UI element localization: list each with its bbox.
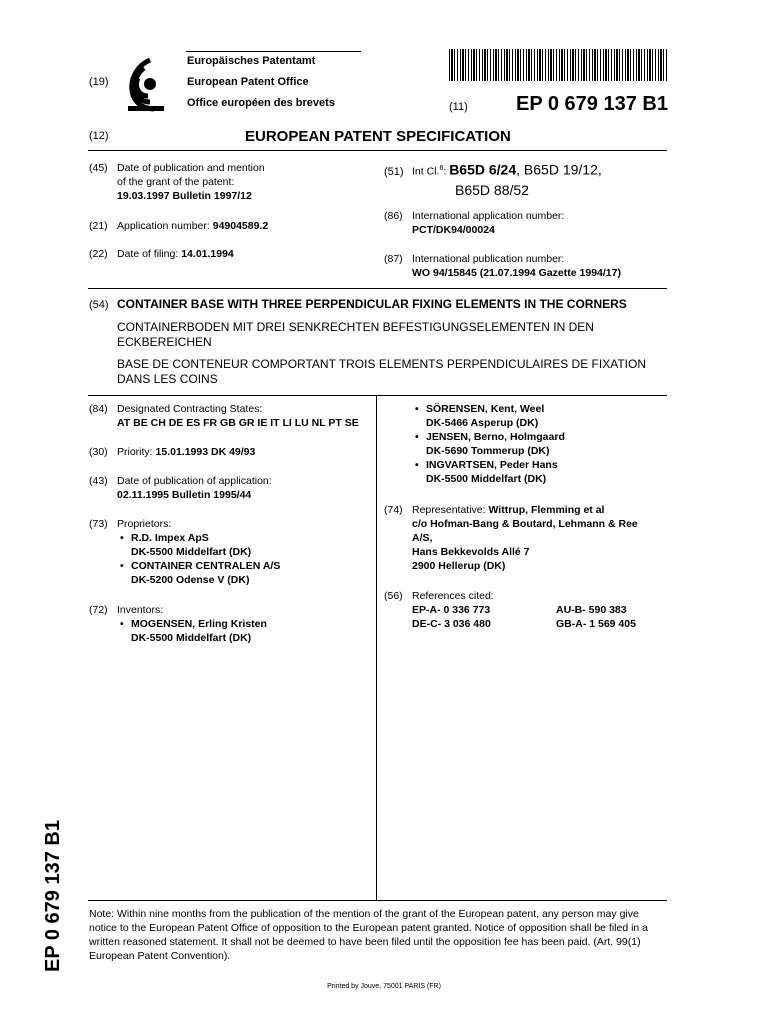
column-divider [376,395,377,900]
printer-line: Printed by Jouve, 75001 PARIS (FR) [327,983,441,990]
code-12: (12) [89,130,109,142]
field-73: (73) Proprietors: • R.D. Impex ApS DK-5500 Middelfart (DK) • CONTAINER CENTRALEN A/S DK-5200 Odense V (DK) [89,517,374,587]
field-43: (43) Date of publication of application: 02.11.1995 Bulletin 1995/44 [89,475,272,501]
inventor-3: • JENSEN, Berno, Holmgaard DK-5690 Tommerup (DK) [412,430,702,458]
title-fr: BASE DE CONTENEUR COMPORTANT TROIS ELEMENTS PERPENDICULAIRES DE FIXATION DANS LES COINS [117,357,646,386]
field-86: (86) International application number: PCT/DK94/00024 [384,210,565,236]
code-11: (11) [449,101,468,113]
field-54: (54) CONTAINER BASE WITH THREE PERPENDICULAR FIXING ELEMENTS IN THE CORNERS CONTAINERBODEN MIT DREI SENKRECHTEN BEFESTIGUNGSELEMENTEN IN DEN ECKBEREICHEN BASE DE CONTENEUR COMPORTANT TROIS ELEMENTS PERPENDICULAIRES DE FIXATION DANS LES COINS [89,297,679,387]
proprietor-1: • R.D. Impex ApS DK-5500 Middelfart (DK) [117,531,374,559]
field-56: (56) References cited: EP-A- 0 336 773 AU-B- 590 383 DE-C- 3 036 480 GB-A- 1 569 405 [384,590,636,630]
inventor-2: • SÖRENSEN, Kent, Weel DK-5466 Asperup (DK) [412,402,702,430]
barcode [449,49,667,81]
field-22: (22) Date of filing: 14.01.1994 [89,248,234,260]
code-19: (19) [89,76,109,88]
office-name-en: European Patent Office [187,76,309,88]
office-name-fr: Office européen des brevets [187,97,335,109]
biblio-bottom-rule [88,288,667,289]
reference-1: EP-A- 0 336 773 [412,604,491,616]
epo-logo-icon [124,56,168,114]
field-84: (84) Designated Contracting States: AT BE CH DE ES FR GB GR IE IT LI LU NL PT SE [89,403,359,429]
note-top-rule [88,900,667,901]
inventors-continued [384,402,702,486]
field-87: (87) International publication number: WO 94/15845 (21.07.1994 Gazette 1994/17) [384,253,621,279]
reference-4: GB-A- 1 569 405 [556,618,636,630]
field-30: (30) Priority: 15.01.1993 DK 49/93 [89,446,256,458]
opposition-note: Note: Within nine months from the publication of the mention of the grant of the European patent, any person may give notice to the European Patent Office of opposition to the European patent granted. Notice of opposition shall be filed in a written reasoned statement. It shall not be deemed to have been filed until the opposition fee has been paid. (Art. 99(1) European Patent Convention). [89,908,649,962]
field-21: (21) Application number: 94904589.2 [89,220,269,232]
field-51: (51) Int Cl.$^6$: B65D 6/24, B65D 19/12, B65D 88/52 [384,161,602,198]
field-72: (72) Inventors: • MOGENSEN, Erling Kristen DK-5500 Middelfart (DK) [89,603,374,645]
inventor-4: • INGVARTSEN, Peder Hans DK-5500 Middelfart (DK) [412,458,702,486]
side-publication-number: EP 0 679 137 B1 [42,820,64,972]
proprietor-2: • CONTAINER CENTRALEN A/S DK-5200 Odense V (DK) [117,559,374,587]
header-top-rule [186,51,361,52]
field-74: (74) Representative: Wittrup, Flemming et al c/o Hofman-Bang & Boutard, Lehmann & Ree A/S, Hans Bekkevolds Allé 7 2900 Hellerup (DK) [384,504,638,572]
titles-bottom-rule [88,395,667,396]
field-45: (45) Date of publication and mention of the grant of the patent: 19.03.1997 Bulletin 1997/12 [89,162,265,202]
reference-2: AU-B- 590 383 [556,604,627,616]
reference-3: DE-C- 3 036 480 [412,618,491,630]
spec-title: EUROPEAN PATENT SPECIFICATION [245,128,511,145]
header-bottom-rule [88,150,667,151]
office-name-de: Europäisches Patentamt [187,55,316,67]
inventor-1: • MOGENSEN, Erling Kristen DK-5500 Middelfart (DK) [117,617,374,645]
publication-number: EP 0 679 137 B1 [516,93,668,115]
title-de: CONTAINERBODEN MIT DREI SENKRECHTEN BEFESTIGUNGSELEMENTEN IN DEN ECKBEREICHEN [117,320,594,349]
